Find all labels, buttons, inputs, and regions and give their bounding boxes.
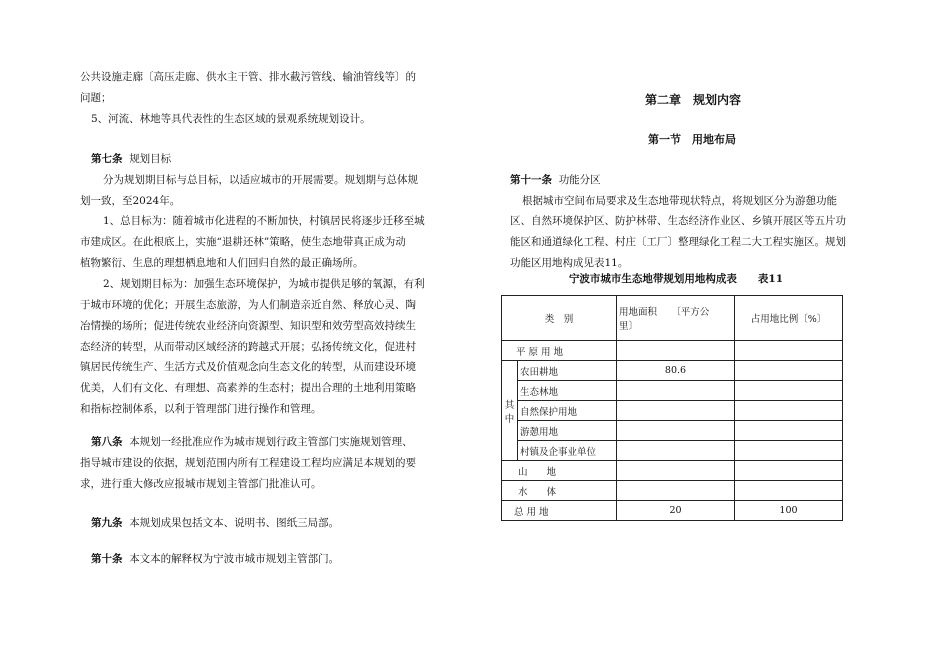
table-row [502, 381, 843, 401]
text-line: 能区和通道绿化工程、村庄〔工厂〕整理绿化工程二大工程实施区。规划 [510, 236, 846, 248]
text-line: 优美，人们有文化、有理想、高素养的生态村；提出合理的土地利用策略 [80, 382, 416, 394]
table-row [502, 421, 843, 441]
table-header-row [502, 296, 843, 341]
table-row [502, 341, 843, 361]
article-text: 本规划一经批准应作为城市规划行政主管部门实施规划管理、 [129, 436, 413, 448]
header-area-line2: 里〕 [619, 321, 639, 332]
table-row [502, 401, 843, 421]
row-label: 水 体 [502, 481, 617, 501]
article-label: 第八条 [91, 436, 123, 448]
table-row [502, 481, 843, 501]
article-11-heading [510, 173, 601, 187]
article-label: 第九条 [91, 517, 123, 529]
section-title: 第一节 用地布局 [648, 133, 736, 146]
text-line: 镇居民传统生产、生活方式及价值观念向生态文化的转型，从而建设环境 [80, 361, 416, 373]
row-label: 村镇及企事业单位 [518, 441, 617, 461]
cell-area: 20 [617, 501, 735, 521]
article-10-line [91, 552, 339, 566]
land-use-table [501, 295, 843, 521]
cell-area [617, 421, 735, 441]
row-label: 平 原 用 地 [502, 341, 617, 361]
cell [735, 341, 843, 361]
text-line: 公共设施走廊〔高压走廊、供水主干管、排水截污管线、输油管线等〕的 [80, 71, 416, 83]
article-9-line [91, 516, 339, 530]
text-line: 5、河流、林地等具代表性的生态区域的景观系统规划设计。 [91, 113, 371, 125]
row-label: 自然保护用地 [518, 401, 617, 421]
text-line: 植物繁衍、生息的理想栖息地和人们回归自然的最正确场所。 [80, 257, 364, 269]
header-ratio: 占用地比例〔%〕 [735, 296, 843, 341]
qizhong-cell [502, 361, 518, 461]
qizhong-char: 其 [504, 399, 515, 411]
cell [617, 481, 735, 501]
text-line: 态经济的转型，从而带动区域经济的跨越式开展；弘扬传统文化，促进村 [80, 341, 416, 353]
row-label: 总 用 地 [502, 501, 617, 521]
cell-area [617, 381, 735, 401]
row-label: 游憩用地 [518, 421, 617, 441]
text-line: 市建成区。在此根底上，实施“退耕还林”策略，使生态地带真正成为动 [80, 236, 406, 248]
article-8-line [91, 435, 413, 449]
cell [735, 481, 843, 501]
cell-area [617, 441, 735, 461]
table-row [502, 461, 843, 481]
article-text: 本文本的解释权为宁波市城市规划主管部门。 [129, 553, 340, 565]
article-title: 功能分区 [558, 174, 601, 186]
text-line: 根据城市空间布局要求及生态地带现状特点，将规划区分为游憩功能 [522, 195, 837, 207]
header-category: 类 别 [502, 296, 617, 341]
row-label: 生态林地 [518, 381, 617, 401]
cell [617, 461, 735, 481]
cell-ratio: 100 [735, 501, 843, 521]
text-line: 分为规划期目标与总目标，以适应城市的开展需要。规划期与总体规 [103, 174, 418, 186]
qizhong-char: 中 [504, 413, 515, 425]
article-text: 本规划成果包括文本、说明书、图纸三局部。 [129, 517, 340, 529]
table-row [502, 501, 843, 521]
row-label: 农田耕地 [518, 361, 617, 381]
cell-ratio [735, 421, 843, 441]
cell-area: 80.6 [617, 361, 735, 381]
text-line: 指导城市建设的依据，规划范围内所有工程建设工程均应满足本规划的要 [80, 457, 416, 469]
cell-ratio [735, 401, 843, 421]
text-line: 2、规划期目标为：加强生态环境保护，为城市提供足够的氧源，有利 [103, 278, 425, 290]
text-line: 冶情操的场所；促进传统农业经济向资源型、知识型和效劳型高效持续生 [80, 320, 416, 332]
text-line: 1、总目标为：随着城市化进程的不断加快，村镇居民将逐步迁移至城 [103, 215, 425, 227]
header-area [617, 296, 735, 341]
text-line: 区、自然环境保护区、防护林带、生态经济作业区、乡镇开展区等五片功 [510, 215, 846, 227]
cell [735, 461, 843, 481]
table-row [502, 441, 843, 461]
article-label: 第十条 [91, 553, 123, 565]
text-line: 问题； [80, 92, 112, 104]
text-line: 于城市环境的优化；开展生态旅游，为人们制造亲近自然、释放心灵、陶 [80, 299, 416, 311]
text-line: 划一致，至2024年。 [80, 195, 181, 207]
text-line: 求，进行重大修改应报城市规划主管部门批准认可。 [80, 478, 322, 490]
table-row [502, 361, 843, 381]
cell [617, 341, 735, 361]
text-line: 和指标控制体系，以利于管理部门进行操作和管理。 [80, 403, 322, 415]
cell-area [617, 401, 735, 421]
cell-ratio [735, 361, 843, 381]
article-label: 第十一条 [510, 174, 552, 186]
row-label: 山 地 [502, 461, 617, 481]
table-title: 宁波市城市生态地带规划用地构成表 表11 [568, 273, 784, 285]
cell-ratio [735, 441, 843, 461]
text-line: 功能区用地构成见表11。 [510, 257, 629, 269]
article-7-heading [91, 152, 171, 166]
header-area-line1: 用地面积 〔平方公 [619, 307, 710, 318]
chapter-title: 第二章 规划内容 [644, 93, 742, 107]
cell-ratio [735, 381, 843, 401]
article-label: 第七条 [91, 153, 123, 165]
article-title: 规划目标 [129, 153, 172, 165]
